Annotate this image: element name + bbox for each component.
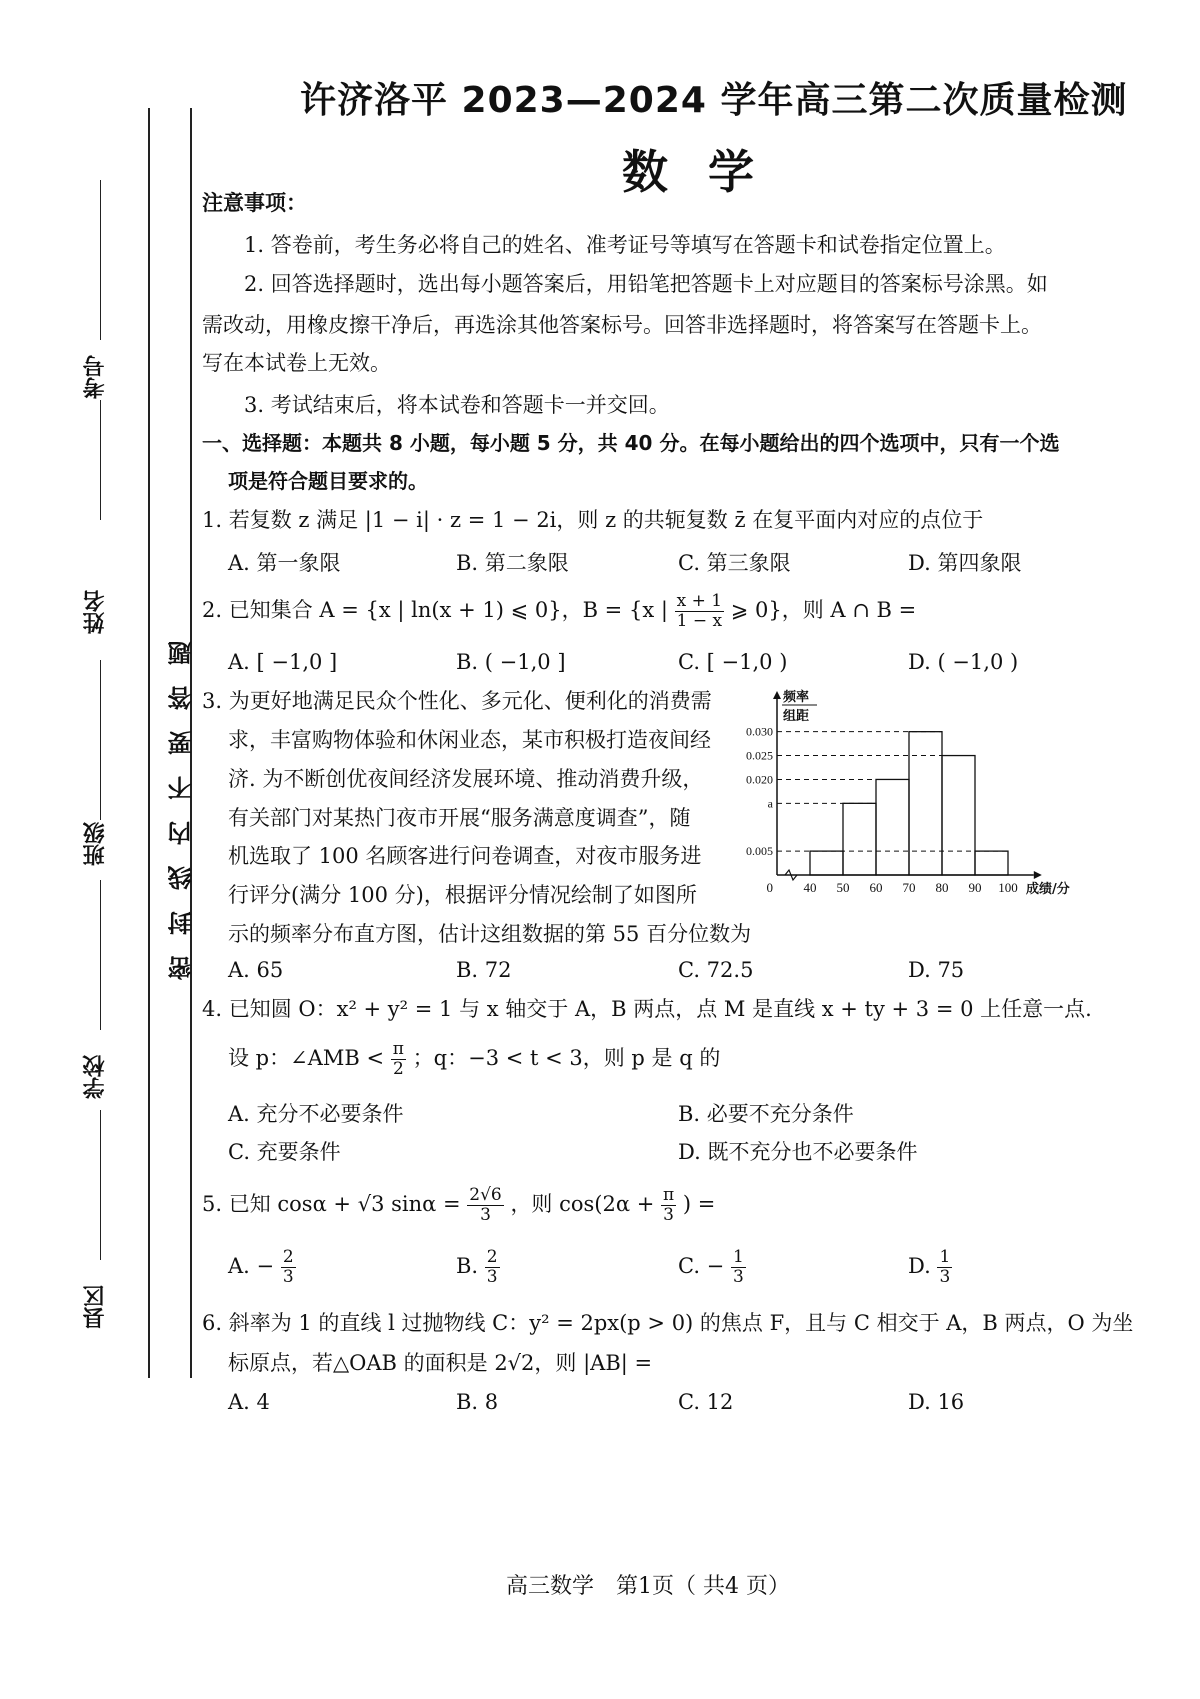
q5-option-a-fraction bbox=[281, 1248, 296, 1287]
q5-option-d-den: 3 bbox=[939, 1267, 951, 1287]
q5-option-b[interactable] bbox=[456, 1248, 500, 1287]
notice-heading: 注意事项： bbox=[202, 191, 307, 215]
school-label: 学校 bbox=[83, 1055, 108, 1099]
q1-option-b[interactable]: B. 第二象限 bbox=[456, 551, 569, 575]
q4-fraction-den: 2 bbox=[392, 1059, 404, 1079]
notice-line-3: 需改动，用橡皮擦干净后，再选涂其他答案标号。回答非选择题时，将答案写在答题卡上。 bbox=[202, 313, 1042, 337]
q5-option-b-fraction bbox=[485, 1248, 500, 1287]
q4-option-c[interactable]: C. 充要条件 bbox=[228, 1140, 341, 1164]
section-heading-line-2: 项是符合题目要求的。 bbox=[228, 469, 428, 493]
q5-option-b-prefix: B. bbox=[456, 1254, 479, 1278]
q4-line-2-end: ；q：−3 < t < 3，则 p 是 q 的 bbox=[412, 1046, 721, 1070]
q5-fraction-2-num: π bbox=[663, 1185, 675, 1205]
histogram-bar-40-50 bbox=[810, 851, 843, 875]
q3-line-3: 济. 为不断创优夜间经济发展环境、推动消费升级， bbox=[228, 767, 704, 791]
q2-fraction-num: x + 1 bbox=[676, 591, 723, 611]
q4-line-2-start: 设 p：∠AMB < bbox=[228, 1046, 385, 1070]
y-tick-label-1: 0.025 bbox=[746, 748, 773, 763]
q6-option-b[interactable]: B. 8 bbox=[456, 1390, 499, 1414]
q5-stem-start: 5. 已知 cosα + √3 sinα = bbox=[202, 1192, 461, 1216]
y-tick-label-4: 0.005 bbox=[746, 844, 773, 859]
exam-number-blank-lower[interactable] bbox=[100, 400, 101, 520]
q4-fraction bbox=[391, 1040, 406, 1079]
q2-stem-start: 2. 已知集合 A = {x | ln(x + 1) ⩽ 0}，B = {x | bbox=[202, 598, 668, 622]
x-axis-arrow bbox=[1034, 871, 1042, 879]
q2-stem-end: ⩾ 0}，则 A ∩ B = bbox=[730, 598, 917, 622]
q4-option-d[interactable]: D. 既不充分也不必要条件 bbox=[678, 1140, 918, 1164]
q5-option-a[interactable] bbox=[228, 1248, 296, 1287]
q5-stem-end: ) = bbox=[682, 1192, 716, 1216]
histogram-bar-70-80 bbox=[909, 732, 942, 875]
subject-title: 数学 bbox=[622, 145, 794, 199]
q6-option-a[interactable]: A. 4 bbox=[228, 1390, 270, 1414]
y-axis-label-top: 频率 bbox=[783, 689, 810, 704]
q3-line-1: 3. 为更好地满足民众个性化、多元化、便利化的消费需 bbox=[202, 689, 712, 713]
y-tick-label-3: a bbox=[767, 796, 773, 811]
notice-line-5: 3. 考试结束后，将本试卷和答题卡一并交回。 bbox=[244, 393, 670, 417]
q1-stem: 1. 若复数 z 满足 |1 − i| · z = 1 − 2i，则 z 的共轭复数 z̄ 在复平面内对应的点位于 bbox=[202, 508, 984, 532]
q6-option-c[interactable]: C. 12 bbox=[678, 1390, 734, 1414]
section-heading-line-1: 一、选择题：本题共 8 小题，每小题 5 分，共 40 分。在每小题给出的四个选项中，只有一个选 bbox=[202, 431, 1060, 455]
q4-option-a[interactable]: A. 充分不必要条件 bbox=[228, 1102, 404, 1126]
q3-line-7: 示的频率分布直方图，估计这组数据的第 55 百分位数为 bbox=[228, 922, 752, 946]
q5-option-a-num: 2 bbox=[282, 1247, 294, 1267]
q4-line-2 bbox=[228, 1040, 720, 1079]
q5-option-d-num: 1 bbox=[939, 1247, 951, 1267]
notice-line-4: 写在本试卷上无效。 bbox=[202, 351, 391, 375]
y-axis-arrow bbox=[773, 691, 781, 699]
class-label: 班级 bbox=[83, 822, 108, 866]
q3-option-a[interactable]: A. 65 bbox=[228, 958, 284, 982]
histogram-bar-80-90 bbox=[942, 756, 975, 875]
q1-option-d[interactable]: D. 第四象限 bbox=[908, 551, 1022, 575]
histogram-bar-90-100 bbox=[975, 851, 1008, 875]
notice-line-1: 1. 答卷前，考生务必将自己的姓名、准考证号等填写在答题卡和试卷指定位置上。 bbox=[244, 233, 1006, 257]
name-blank[interactable] bbox=[100, 660, 101, 820]
q5-fraction-2-den: 3 bbox=[663, 1205, 674, 1225]
q3-option-b[interactable]: B. 72 bbox=[456, 958, 512, 982]
q2-option-a[interactable]: A. [ −1,0 ] bbox=[228, 650, 338, 674]
q3-option-d[interactable]: D. 75 bbox=[908, 958, 965, 982]
q4-option-b[interactable]: B. 必要不充分条件 bbox=[678, 1102, 854, 1126]
x-tick-label-70: 70 bbox=[902, 880, 916, 895]
x-tick-label-40: 40 bbox=[803, 880, 817, 895]
exam-number-blank[interactable] bbox=[100, 180, 101, 340]
q2-fraction-den: 1 − x bbox=[676, 611, 723, 631]
q5-option-c-den: 3 bbox=[732, 1267, 744, 1287]
notice-line-2: 2. 回答选择题时，选出每小题答案后，用铅笔把答题卡上对应题目的答案标号涂黑。如 bbox=[244, 272, 1048, 296]
q2-option-c[interactable]: C. [ −1,0 ) bbox=[678, 650, 788, 674]
q3-line-4: 有关部门对某热门夜市开展“服务满意度调查”，随 bbox=[228, 806, 691, 830]
q3-line-5: 机选取了 100 名顾客进行问卷调查，对夜市服务进 bbox=[228, 844, 702, 868]
frequency-histogram bbox=[735, 685, 1080, 900]
margin-rule-outer bbox=[148, 108, 150, 1378]
q4-stem: 4. 已知圆 O：x² + y² = 1 与 x 轴交于 A，B 两点，点 M 是直线 x + ty + 3 = 0 上任意一点. bbox=[202, 997, 1092, 1021]
q1-option-a[interactable]: A. 第一象限 bbox=[228, 551, 341, 575]
x-tick-label-50: 50 bbox=[836, 880, 850, 895]
q5-fraction-1 bbox=[467, 1186, 503, 1225]
histogram-bar-50-60 bbox=[843, 803, 876, 875]
q5-option-a-prefix: A. − bbox=[228, 1254, 275, 1278]
q2-stem bbox=[202, 592, 916, 631]
q2-fraction bbox=[675, 592, 724, 631]
q5-stem-mid: ，则 cos(2α + bbox=[510, 1192, 655, 1216]
q1-option-c[interactable]: C. 第三象限 bbox=[678, 551, 791, 575]
q5-option-a-den: 3 bbox=[282, 1267, 294, 1287]
x-tick-label-100: 100 bbox=[998, 880, 1018, 895]
q5-option-b-num: 2 bbox=[486, 1247, 498, 1267]
q5-option-c-fraction bbox=[731, 1248, 746, 1287]
page-footer: 高三数学 第1页（ 共4 页） bbox=[506, 1574, 790, 1599]
q5-option-b-den: 3 bbox=[486, 1267, 498, 1287]
q5-fraction-1-num: 2√6 bbox=[469, 1185, 502, 1205]
county-label: 县区 bbox=[83, 1285, 108, 1329]
q6-line-1: 6. 斜率为 1 的直线 l 过抛物线 C：y² = 2px(p > 0) 的焦点 F，且与 C 相交于 A，B 两点，O 为坐 bbox=[202, 1311, 1134, 1335]
q3-option-c[interactable]: C. 72.5 bbox=[678, 958, 754, 982]
x-tick-label-80: 80 bbox=[935, 880, 949, 895]
class-blank[interactable] bbox=[100, 880, 101, 1030]
q5-option-c-num: 1 bbox=[732, 1247, 744, 1267]
school-blank[interactable] bbox=[100, 1110, 101, 1260]
histogram-bar-60-70 bbox=[876, 779, 909, 875]
q5-fraction-2 bbox=[661, 1186, 676, 1225]
x-tick-label-90: 90 bbox=[968, 880, 982, 895]
q5-option-d[interactable] bbox=[908, 1248, 952, 1287]
q3-line-2: 求，丰富购物体验和休闲业态，某市积极打造夜间经 bbox=[228, 728, 711, 752]
exam-number-label: 考号 bbox=[83, 355, 108, 399]
x-tick-label-60: 60 bbox=[869, 880, 883, 895]
q5-option-c[interactable] bbox=[678, 1248, 746, 1287]
q2-option-b[interactable]: B. ( −1,0 ] bbox=[456, 650, 566, 674]
q3-line-6: 行评分(满分 100 分)，根据评分情况绘制了如图所 bbox=[228, 883, 697, 907]
q5-option-d-fraction bbox=[937, 1248, 952, 1287]
q5-option-d-prefix: D. bbox=[908, 1254, 931, 1278]
q2-option-d[interactable]: D. ( −1,0 ) bbox=[908, 650, 1019, 674]
origin-label: 0 bbox=[766, 880, 773, 895]
x-axis-label: 成绩/分 bbox=[1026, 882, 1070, 897]
y-tick-label-0: 0.030 bbox=[746, 724, 773, 739]
q5-option-c-prefix: C. − bbox=[678, 1254, 725, 1278]
name-label: 姓名 bbox=[83, 590, 108, 634]
q5-stem bbox=[202, 1186, 715, 1225]
q4-fraction-num: π bbox=[392, 1039, 404, 1059]
seal-line-notice: 密封线内不要答题 bbox=[168, 620, 196, 980]
q6-line-2: 标原点，若△OAB 的面积是 2√2，则 |AB| = bbox=[228, 1351, 653, 1375]
q5-fraction-1-den: 3 bbox=[480, 1205, 491, 1225]
y-axis-label-bottom: 组距 bbox=[783, 708, 810, 723]
q6-option-d[interactable]: D. 16 bbox=[908, 1390, 965, 1414]
y-tick-label-2: 0.020 bbox=[746, 772, 773, 787]
exam-title: 许济洛平 2023—2024 学年高三第二次质量检测 bbox=[300, 80, 1128, 121]
